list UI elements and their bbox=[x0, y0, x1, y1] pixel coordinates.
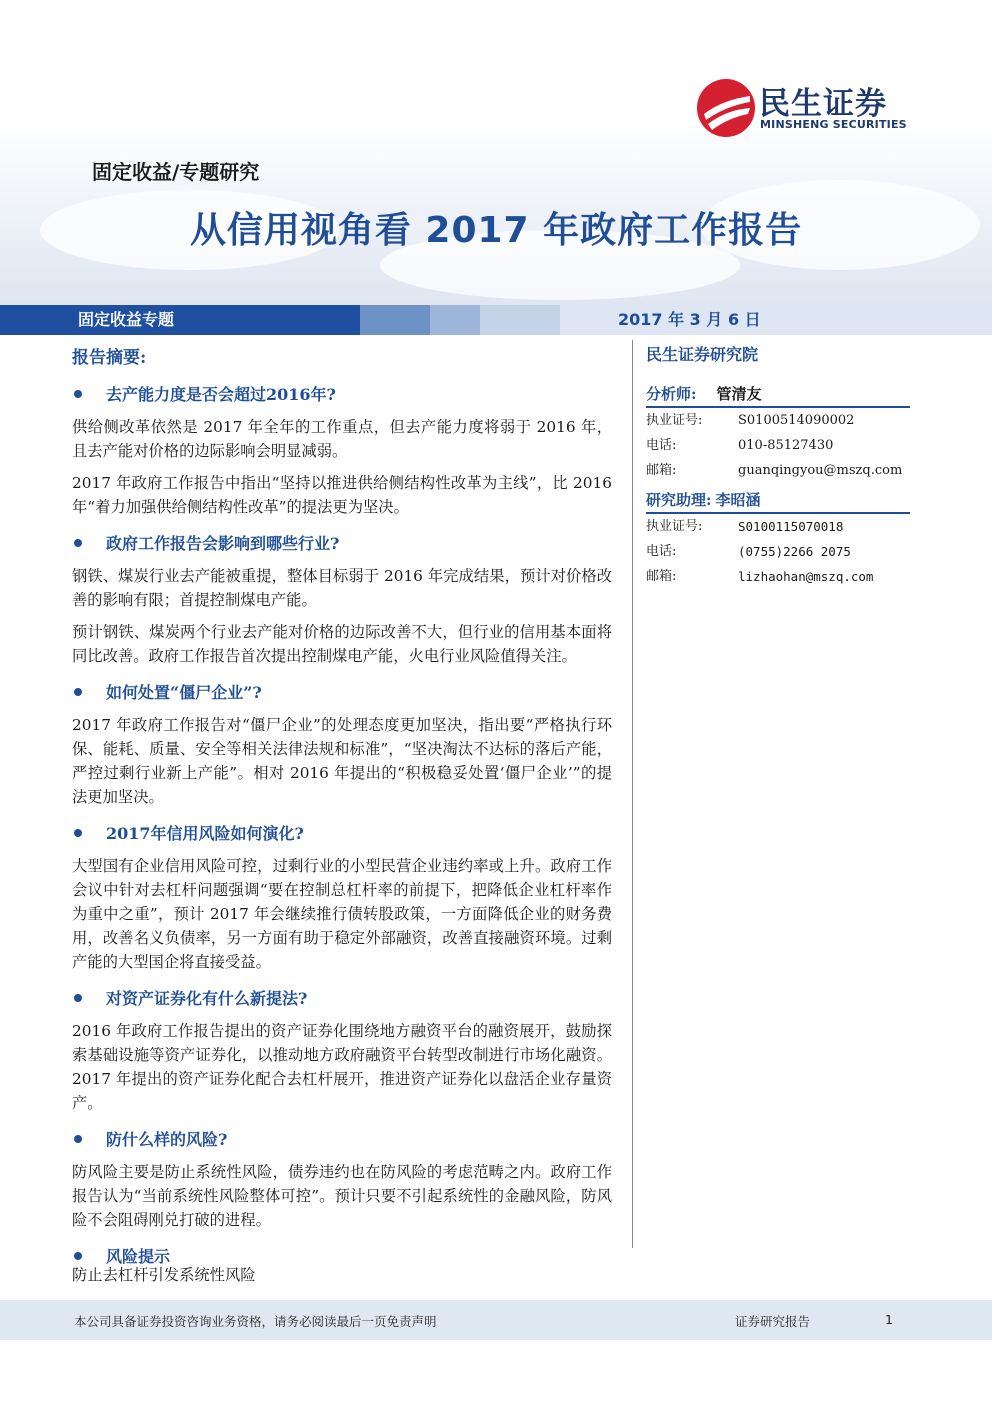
band-stripe bbox=[430, 305, 480, 335]
band-stripe bbox=[480, 305, 560, 335]
info-row: 邮箱: guanqingyou@mszq.com bbox=[646, 458, 916, 483]
paragraph: 2016 年政府工作报告提出的资产证券化围绕地方融资平台的融资展开，鼓励探索基础设施等资产证券化，以推动地方政府融资平台转型改制进行市场化融资。2017 年提出的资产证券化配合去杠杆展开，推进资产证券化以盘活企业存量资产。 bbox=[72, 1022, 612, 1112]
page-footer bbox=[0, 1300, 992, 1340]
brand-name-cn: 民生证券 bbox=[759, 86, 887, 122]
analyst-header: 分析师: 管清友 bbox=[646, 383, 910, 408]
assistant-header: 研究助理: 李昭涵 bbox=[646, 489, 910, 514]
header-band bbox=[0, 305, 992, 335]
analyst-sidebar bbox=[646, 342, 916, 589]
footer-disclaimer: 本公司具备证券投资咨询业务资格，请务必阅读最后一页免责声明 bbox=[74, 1314, 437, 1329]
bullet-icon bbox=[74, 539, 82, 547]
band-stripe bbox=[360, 305, 430, 335]
analyst-email[interactable]: guanqingyou@mszq.com bbox=[738, 463, 903, 478]
bullet-icon bbox=[74, 1135, 82, 1143]
analyst-name: 管清友 bbox=[716, 385, 762, 403]
section-heading: 如何处置“僵尸企业”? bbox=[72, 680, 612, 703]
section-heading: 2017年信用风险如何演化? bbox=[72, 821, 612, 844]
section-heading: 防什么样的风险? bbox=[72, 1127, 612, 1150]
assistant-email[interactable]: lizhaohan@mszq.com bbox=[738, 569, 874, 584]
paragraph: 钢铁、煤炭行业去产能被重提，整体目标弱于 2016 年完成结果，预计对价格改善的影响有限；首提控制煤电产能。 bbox=[72, 567, 612, 609]
hero-banner bbox=[0, 0, 992, 305]
paragraph: 预计钢铁、煤炭两个行业去产能对价格的边际改善不大，但行业的信用基本面将同比改善。政府工作报告首次提出控制煤电产能，火电行业风险值得关注。 bbox=[72, 623, 612, 665]
column-divider bbox=[632, 340, 633, 1248]
brand-name-en: MINSHENG SECURITIES bbox=[760, 118, 907, 131]
paragraph: 大型国有企业信用风险可控，过剩行业的小型民营企业违约率或上升。政府工作会议中针对去杠杆问题强调“要在控制总杠杆率的前提下，把降低企业杠杆率作为重中之重”，预计 2017 年会继续推行债转股政策，一方面降低企业的财务费用，改善名义负债率，另一方面有助于稳定外部融资，改善直接融资环境。过剩产能的大型国企将直接受益。 bbox=[72, 857, 612, 971]
paragraph: 供给侧改革依然是 2017 年全年的工作重点，但去产能力度将弱于 2016 年，且去产能对价格的边际影响会明显减弱。 bbox=[72, 418, 612, 460]
report-title: 从信用视角看 2017 年政府工作报告 bbox=[189, 210, 803, 251]
bullet-icon bbox=[74, 829, 82, 837]
brand-logo bbox=[696, 78, 936, 138]
bullet-icon bbox=[74, 1252, 82, 1260]
abstract-label: 报告摘要: bbox=[72, 348, 147, 368]
section-heading: 风险提示 bbox=[72, 1244, 612, 1267]
band-label: 固定收益专题 bbox=[0, 305, 360, 335]
bullet-icon bbox=[74, 688, 82, 696]
footer-doc-type: 证券研究报告 bbox=[735, 1314, 811, 1329]
bullet-icon bbox=[74, 390, 82, 398]
section-heading: 政府工作报告会影响到哪些行业? bbox=[72, 531, 612, 554]
info-row: 邮箱: lizhaohan@mszq.com bbox=[646, 564, 916, 589]
info-row: 执业证号: S0100514090002 bbox=[646, 413, 855, 428]
paragraph: 防风险主要是防止系统性风险，债券违约也在防风险的考虑范畴之内。政府工作报告认为“当前系统性风险整体可控”。预计只要不引起系统性的金融风险，防风险不会阻碍刚兑打破的进程。 bbox=[72, 1163, 612, 1229]
section-heading: 对资产证券化有什么新提法? bbox=[72, 986, 612, 1009]
abstract-column bbox=[72, 343, 612, 1277]
risk-warning-text: 防止去杠杆引发系统性风险 bbox=[72, 1266, 256, 1284]
minsheng-logo-icon bbox=[696, 78, 756, 138]
info-row: 执业证号: S0100115070018 bbox=[646, 519, 844, 534]
report-date: 2017 年 3 月 6 日 bbox=[560, 305, 992, 335]
assistant-name: 李昭涵 bbox=[715, 491, 761, 509]
info-row: 电话: 010-85127430 bbox=[646, 438, 834, 453]
paragraph: 2017 年政府工作报告对“僵尸企业”的处理态度更加坚决，指出要“严格执行环保、能耗、质量、安全等相关法律法规和标准”，“坚决淘汰不达标的落后产能，严控过剩行业新上产能”。相对 2016 年提出的“积极稳妥处置‘僵尸企业’”的提法更加坚决。 bbox=[72, 716, 612, 806]
section-heading: 去产能力度是否会超过2016年? bbox=[72, 382, 612, 405]
report-category: 固定收益/专题研究 bbox=[92, 160, 260, 184]
institute-name: 民生证券研究院 bbox=[646, 345, 759, 364]
info-row: 电话: (0755)2266 2075 bbox=[646, 544, 851, 559]
paragraph: 2017 年政府工作报告中指出“坚持以推进供给侧结构性改革为主线”，比 2016 年“着力加强供给侧结构性改革”的提法更为坚决。 bbox=[72, 474, 612, 516]
page-number: 1 bbox=[885, 1312, 893, 1327]
bullet-icon bbox=[74, 994, 82, 1002]
